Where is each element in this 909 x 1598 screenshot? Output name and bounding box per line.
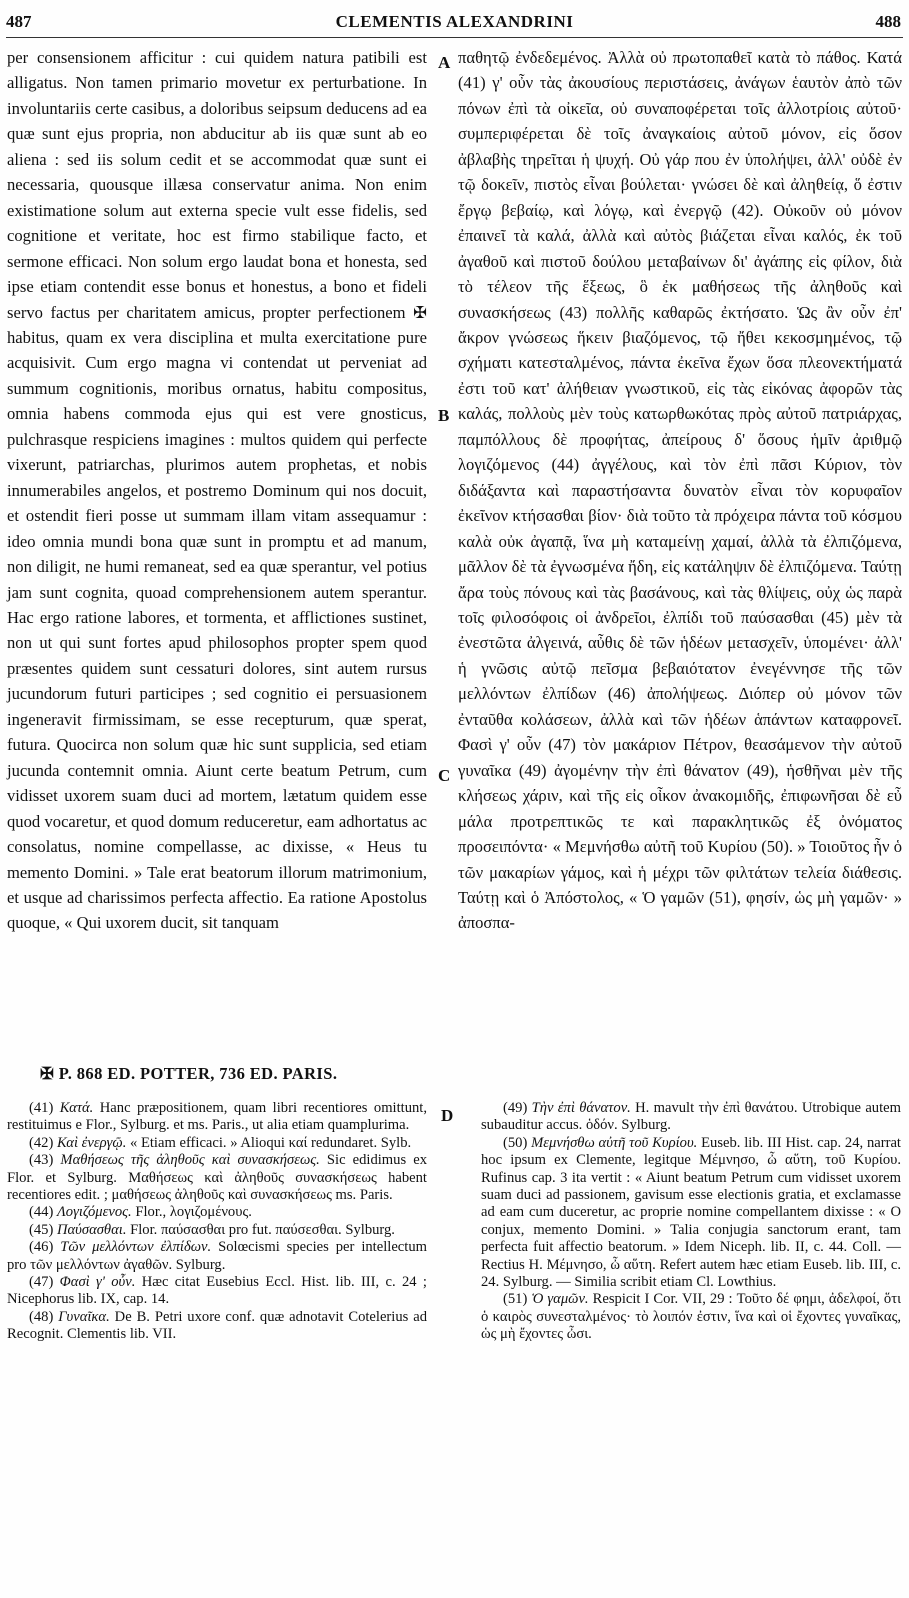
footnote-number: (50) xyxy=(503,1134,528,1151)
page-number-right: 488 xyxy=(875,12,901,31)
footnote-lemma: Γυναῖκα. xyxy=(58,1308,110,1325)
edition-reference: ✠ P. 868 ED. POTTER, 736 ED. PARIS. xyxy=(40,1064,338,1083)
footnote-text: « Etiam efficaci. » Alioqui καί redundaret. Sylb. xyxy=(130,1134,412,1151)
section-marker-a: A xyxy=(438,53,451,72)
footnote-lemma: Μαθήσεως τῆς ἀληθοῦς καὶ συνασκήσεως. xyxy=(60,1152,320,1169)
running-head: CLEMENTIS ALEXANDRINI xyxy=(335,12,574,31)
footnote xyxy=(7,1309,427,1344)
footnote-lemma: Λογιζόμενος. xyxy=(56,1204,132,1221)
footnote-text: De B. Petri uxore conf. quæ adnotavit Cotelerius ad Recognit. Clementis lib. VII. xyxy=(7,1308,427,1343)
greek-column: παθητῷ ἐνδεδεμένος. Ἀλλὰ οὐ πρωτοπαθεῖ κατὰ τὸ πάθος. Κατά (41) γ' οὖν τὰς ἀκουσίους περιστάσεις, ἀνάγων ἑαυτὸν ἀπὸ τῶν πόνων ἐπὶ τὰ οἰκεῖα, οὐ συναποφέρεται τοῖς ἀλλοτρίοις αὐτοῦ· συμπεριφέρεται δὲ τοῖς ἀναγκαίοις αὐτοῦ μόνον, εἰς ὅσον ἀβλαβὴς τηρεῖται ἡ ψυχή. Οὐ γάρ που ἐν ὑπολήψει, ἀλλ' οὐδὲ ἐν τῷ δοκεῖν, πιστὸς εἶναι βούλεται· γνώσει δὲ καὶ ἀληθείᾳ, ὅ ἐστιν ἔργῳ βεβαίῳ, καὶ λόγῳ, καὶ ἐνεργῷ (42). Οὐκοῦν οὐ μόνον ἐπαινεῖ τὰ καλά, ἀλλὰ καὶ αὐτὸς βιάζεται εἶναι καλός, ἐκ τοῦ ἀγαθοῦ καὶ πιστοῦ δούλου μεταβαίνων δι' ἀγάπης εἰς φίλον, διὰ τὸ τέλεον τῆς ἕξεως, ὃ ἐκ μαθήσεως τῆς ἀληθοῦς καὶ συνασκήσεως (43) πολλῆς καθαρῶς ἐκτήσατο. Ὡς ἂν οὖν ἐπ' ἄκρον γνώσεως ἥκειν βιαζόμενος, τῷ ἤθει κεκοσμημένος, τῷ σχήματι κατεσταλμένος, πάντα ἐκεῖνα ἔχων ὅσα πλεονεκτήματά ἐστι τοῦ κατ' ἀλήθειαν γνωστικοῦ, εἰς τὰς εἰκόνας ἀφορῶν τὰς καλάς, πολλοὺς μὲν τοὺς κατωρθωκότας πρὸς αὐτοῦ πατριάρχας, παμπόλλους δὲ προφήτας, ἀπείρους δ' ὅσους ἡμῖν ἀριθμῷ λογιζόμενος (44) ἀγγέλους, καὶ τὸν ἐπὶ πᾶσι Κύριον, τὸν διδάξαντα καὶ παραστήσαντα δυνατὸν εἶναι τὸν κορυφαῖον ἐκεῖνον κτήσασθαι βίον· διὰ τοῦτο τὰ πρόχειρα πάντα τοῦ κόσμου καλὰ οὐκ ἀγαπᾷ, ἵνα μὴ καταμείνῃ χαμαί, ἀλλὰ τὰ ἐλπιζόμενα, μᾶλλον δὲ τὰ ἐγνωσμένα ἤδη, εἰς κατάληψιν δὲ ἐλπιζόμενα. Ταύτῃ ἄρα τοὺς πόνους καὶ τὰς βασάνους, καὶ τὰς θλίψεις, οὐχ ὡς παρὰ τοῖς φιλοσόφοις οἱ ἀνδρεῖοι, ἐλπίδι τοῦ παύσασθαι (45) μὲν τὰ ἐνεστῶτα ἀλγεινά, αὖθις δὲ τῶν ἡδέων μετασχεῖν, ὑπομένει· ἀλλ' ἡ γνῶσις αὐτῷ πεῖσμα βεβαιότατον ἐνεγέννησε τῆς τῶν μελλόντων ἐλπίδων (46) ἀπολήψεως. Διόπερ οὐ μόνον τῶν ἐνταῦθα κολάσεων, ἀλλὰ καὶ τῶν ἡδέων ἁπάντων καταφρονεῖ. Φασὶ γ' οὖν (47) τὸν μακάριον Πέτρον, θεασάμενον τὴν αὐτοῦ γυναῖκα (49) ἀγομένην τὴν ἐπὶ θάνατον (49), ἡσθῆναι μὲν τῆς κλήσεως χάριν, καὶ τῆς εἰς οἶκον ἀνακομιδῆς, ἐπιφωνῆσαι δὲ εὖ μάλα προτρεπτικῶς τε καὶ παρακλητικῶς ἐξ ὀνόματος προσειπόντα· « Μεμνήσθω αὐτῆ τοῦ Κυρίου (50). » Τοιοῦτος ἦν ὁ τῶν μακαρίων γάμος, καὶ ἡ μέχρι τῶν φιλτάτων τελεία διάθεσις. Ταύτῃ καὶ ὁ Ἀπόστολος, « Ὁ γαμῶν (51), φησίν, ὡς μὴ γαμῶν· » ἀποσπα- xyxy=(458,48,902,933)
footnote-text: Hæc citat Eusebius Eccl. Hist. lib. III, c. 24 ; Nicephorus lib. IX, cap. 14. xyxy=(7,1274,427,1308)
header-rule xyxy=(6,37,903,38)
footnote-lemma: Παύσασθαι. xyxy=(56,1221,127,1238)
section-marker-c: C xyxy=(438,766,451,785)
footnote-number: (45) xyxy=(29,1221,54,1238)
page-number-left: 487 xyxy=(6,12,32,31)
footnote-number: (44) xyxy=(29,1204,54,1221)
footnotes-left xyxy=(7,1100,427,1344)
section-marker-b: B xyxy=(438,406,450,425)
footnote-lemma: Τὴν ἐπὶ θάνατον. xyxy=(531,1100,631,1116)
footnote-text: H. mavult τὴν ἐπὶ θανάτου. Utrobique autem subauditur accus. ὁδόν. Sylburg. xyxy=(481,1100,901,1134)
footnote xyxy=(7,1274,427,1309)
footnote-text: Flor., λογιζομένους. xyxy=(135,1204,252,1221)
footnote xyxy=(7,1239,427,1274)
footnote-lemma: Μεμνήσθω αὐτῆ τοῦ Κυρίου. xyxy=(531,1134,698,1151)
footnote-lemma: Τῶν μελλόντων ἐλπίδων. xyxy=(60,1239,212,1256)
footnote xyxy=(7,1152,427,1204)
footnote-number: (47) xyxy=(29,1274,54,1291)
footnote-lemma: Καὶ ἐνεργῷ. xyxy=(56,1134,127,1151)
footnote-number: (48) xyxy=(29,1308,54,1325)
footnote xyxy=(481,1135,901,1292)
footnote xyxy=(481,1100,901,1135)
footnote xyxy=(481,1291,901,1343)
footnote-number: (41) xyxy=(29,1100,54,1116)
footnote xyxy=(7,1222,427,1239)
footnote-number: (42) xyxy=(29,1134,54,1151)
footnote-text: Euseb. lib. III Hist. cap. 24, narrat hoc ipsum ex Clemente, legitque Μέμνησο, ὦ αὕτη, τοῦ Κυρίου. Rufinus cap. 3 ita vertit : « Aiunt beatum Petrum cum vidisset uxorem suam duci ad passionem, gavisum esse electionis gratia, et exclamasse ad eam cum duceretur, ac proprie nomine compellantem dixisse : « O conjux, memento Domini. » Talia conjugia sanctorum erant, tam perfecta fuit affectio beatorum. » Idem Niceph. lib. II, c. 44. Coll. — Rectius H. Μέμνησο, ὦ αὕτη. Refert autem hæc etiam Euseb. lib. III, c. 24. Sylburg. — Similia scribit etiam Cl. Lowthius. xyxy=(481,1134,901,1291)
footnotes-right xyxy=(481,1100,901,1344)
footnote xyxy=(7,1100,427,1135)
footnote-lemma: Κατά. xyxy=(59,1100,94,1116)
section-marker-d: D xyxy=(441,1106,454,1125)
footnote-number: (43) xyxy=(29,1152,54,1169)
footnote-text: Hanc præpositionem, quam libri recentiores omittunt, restituimus e Flor., Sylburg. et ms. Paris., ut alia etiam quamplurima. xyxy=(7,1100,428,1134)
footnote-text: Sic edidimus ex Flor. et Sylburg. Μαθήσεως καὶ ἀληθοῦς συνασκήσεως habent recentiores edit. ; μαθήσεως ἀληθοῦς καὶ συνασκήσεως ms. Paris. xyxy=(7,1152,427,1204)
footnote xyxy=(7,1135,427,1152)
footnote-text: Respicit I Cor. VII, 29 : Τοῦτο δέ φημι, ἀδελφοί, ὅτι ὁ καιρὸς συνεσταλμένος· τὸ λοιπόν ἐστιν, ἵνα καὶ οἱ ἔχοντες γυναῖκας, ὡς μὴ ἔχοντες ὦσι. xyxy=(481,1291,902,1343)
footnote-number: (46) xyxy=(29,1239,54,1256)
footnote-number: (49) xyxy=(503,1100,528,1116)
footnote-lemma: Ὁ γαμῶν. xyxy=(531,1291,589,1308)
footnote xyxy=(7,1204,427,1221)
latin-column: per consensionem afficitur : cui quidem natura patibili est alligatus. Non tamen primario movetur ex perturbatione. In involuntariis certe casibus, a doloribus seipsum deducens ad ea quæ sunt ejus propria, non abducitur ab iis quæ sunt ab eo aliena : sed iis solum cedit et se accommodat quæ sunt ei necessaria, quousque illæsa conservatur anima. Non enim existimatione solum aut externa specie vult esse fidelis, sed cognitione et veritate, hoc est firmo stabilique facto, et sermone efficaci. Non solum ergo laudat bona et honesta, sed ipse etiam contendit esse bonus et honestus, a bono et fideli servo factus per charitatem amicus, propter perfectionem ✠ habitus, quam ex vera disciplina et multa exercitatione pure acquisivit. Cum ergo magna vi contendat ut perveniat ad summum cognitionis, moribus ornatus, habitu compositus, omnia habens commoda ejus qui est vere gnosticus, pulchrasque respiciens imagines : multos quidem qui perfecte vixerunt, patriarchas, plurimos autem prophetas, et nobis innumerabiles angelos, et postremo Dominum qui nos docuit, et ostendit fieri posse ut summam illam vitam assequamur : ideo omnia mundi bona quæ sunt in promptu et ad manum, non diligit, ne humi remaneat, sed ea quæ sperantur, vel potius jam sunt cognita, quoad comprehensionem autem sperantur. Hac ergo ratione labores, et tormenta, et afflictiones sustinet, non ut qui sunt fortes apud philosophos propter spem quod præsentes quidem sunt cessaturi dolores, sint autem rursus jucundorum futuri participes ; sed cognitio ei persuasionem ingeneravit firmissimam, se esse recepturum, quæ sperat, futura. Quocirca non solum quæ hic sunt supplicia, sed etiam jucunda contemnit omnia. Aiunt certe beatum Petrum, cum vidisset uxorem suam duci ad mortem, lætatum quidem esse quod vocaretur, et quod domum reduceretur, eam adhortatus ac consolatus, nomine compellasse, ac dixisse, « Heus tu memento Domini. » Tale erat beatorum illorum matrimonium, et usque ad charissimos perfecta affectio. Ea ratione Apostolus quoque, « Qui uxorem ducit, sit tanquam xyxy=(7,48,427,933)
page-header xyxy=(6,12,903,38)
footnote-lemma: Φασὶ γ' οὖν. xyxy=(59,1274,136,1291)
footnote-text: Flor. παύσασθαι pro fut. παύσεσθαι. Sylburg. xyxy=(130,1221,395,1238)
footnote-text: Solœcismi species per intellectum pro τῶν μελλόντων ἀγαθῶν. Sylburg. xyxy=(7,1239,427,1273)
footnote-number: (51) xyxy=(503,1291,528,1308)
